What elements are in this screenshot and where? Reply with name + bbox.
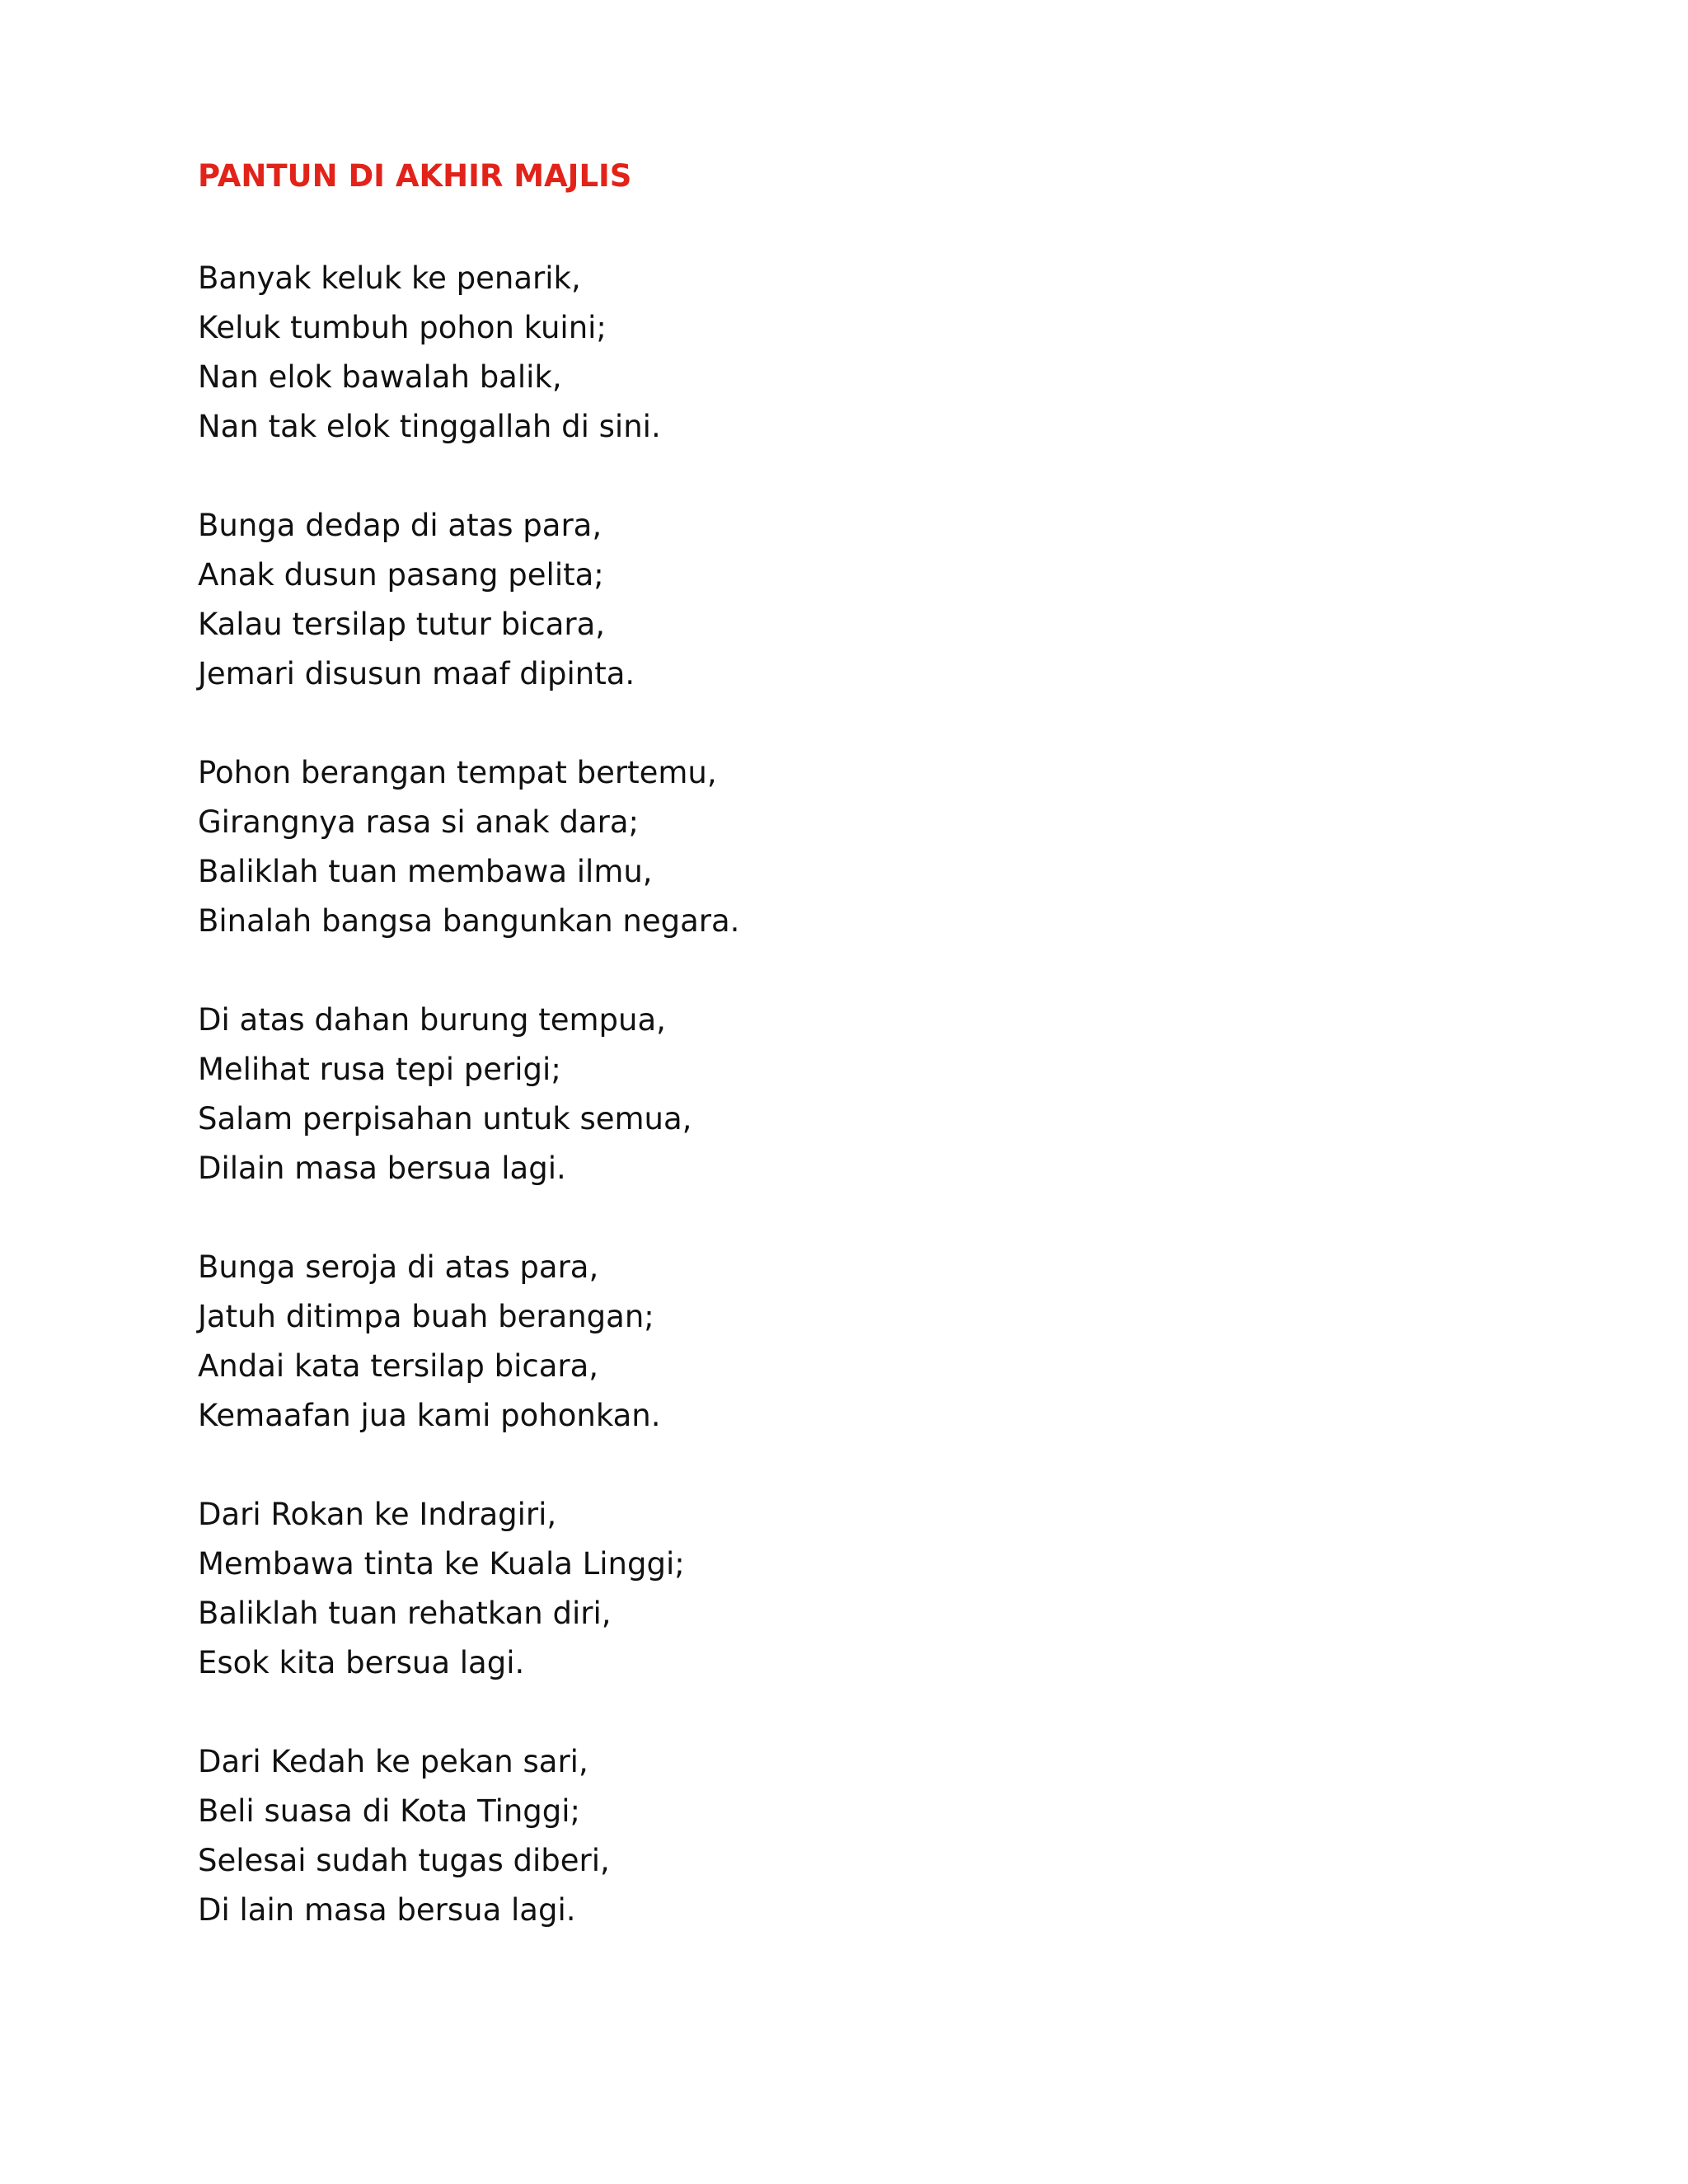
stanza-6: [198, 1490, 1517, 1688]
stanza-line: Selesai sudah tugas diberi,: [198, 1843, 610, 1878]
stanza-line: Dari Rokan ke Indragiri,: [198, 1497, 557, 1532]
stanza-line: Esok kita bersua lagi.: [198, 1645, 525, 1680]
stanza-2: [198, 501, 1517, 699]
stanza-line: Beli suasa di Kota Tinggi;: [198, 1793, 581, 1829]
stanza-line: Dilain masa bersua lagi.: [198, 1151, 566, 1186]
stanza-line: Salam perpisahan untuk semua,: [198, 1101, 692, 1137]
stanza-line: Kalau tersilap tutur bicara,: [198, 607, 606, 642]
stanza-line: Nan elok bawalah balik,: [198, 359, 562, 395]
stanza-line: Membawa tinta ke Kuala Linggi;: [198, 1546, 685, 1582]
stanza-7: [198, 1737, 1517, 1935]
stanza-line: Binalah bangsa bangunkan negara.: [198, 903, 740, 939]
stanza-line: Andai kata tersilap bicara,: [198, 1348, 599, 1384]
stanza-line: Jatuh ditimpa buah berangan;: [198, 1299, 654, 1334]
stanza-line: Bunga seroja di atas para,: [198, 1249, 599, 1285]
stanza-1: [198, 254, 1517, 452]
stanza-line: Nan tak elok tinggallah di sini.: [198, 409, 661, 444]
stanza-5: [198, 1243, 1517, 1441]
stanza-line: Melihat rusa tepi perigi;: [198, 1052, 561, 1087]
stanza-line: Kemaafan jua kami pohonkan.: [198, 1398, 661, 1433]
stanza-line: Pohon berangan tempat bertemu,: [198, 755, 717, 790]
stanza-line: Baliklah tuan rehatkan diri,: [198, 1596, 612, 1631]
stanza-line: Di atas dahan burung tempua,: [198, 1002, 666, 1038]
stanza-line: Bunga dedap di atas para,: [198, 508, 603, 543]
stanza-line: Keluk tumbuh pohon kuini;: [198, 310, 607, 345]
stanza-4: [198, 996, 1517, 1193]
stanza-3: [198, 748, 1517, 946]
stanza-line: Dari Kedah ke pekan sari,: [198, 1744, 588, 1779]
stanza-list: [198, 254, 1517, 1935]
stanza-line: Di lain masa bersua lagi.: [198, 1892, 576, 1928]
stanza-line: Banyak keluk ke penarik,: [198, 260, 581, 296]
stanza-line: Girangnya rasa si anak dara;: [198, 804, 639, 840]
stanza-line: Baliklah tuan membawa ilmu,: [198, 854, 653, 889]
document-body: [198, 155, 1517, 1985]
stanza-line: Anak dusun pasang pelita;: [198, 557, 604, 593]
stanza-line: Jemari disusun maaf dipinta.: [198, 656, 635, 691]
document-title: PANTUN DI AKHIR MAJLIS: [198, 158, 632, 194]
